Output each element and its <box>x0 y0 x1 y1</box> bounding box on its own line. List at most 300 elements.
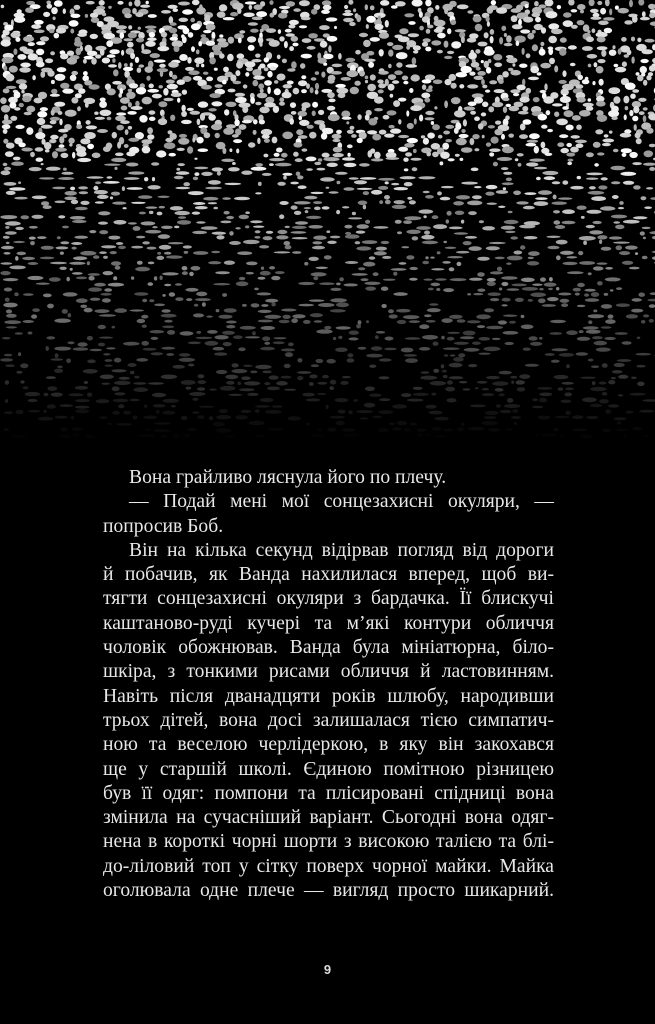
noise-speck <box>187 57 191 64</box>
noise-speck <box>142 325 147 328</box>
noise-speck <box>324 326 331 330</box>
noise-speck <box>62 89 73 94</box>
noise-speck <box>467 201 482 206</box>
chapter-text <box>103 466 554 903</box>
noise-speck <box>646 75 651 80</box>
noise-speck <box>417 429 426 432</box>
noise-speck <box>455 211 465 215</box>
noise-speck <box>80 201 89 205</box>
noise-speck <box>475 24 483 31</box>
noise-speck <box>344 5 348 9</box>
noise-speck <box>269 375 279 379</box>
noise-speck <box>443 131 450 135</box>
noise-speck <box>348 0 353 5</box>
noise-speck <box>622 261 633 265</box>
noise-speck <box>74 5 81 10</box>
noise-speck <box>206 77 213 82</box>
noise-speck <box>327 241 337 244</box>
noise-speck <box>478 123 484 129</box>
noise-speck <box>577 206 587 210</box>
noise-speck <box>154 304 165 307</box>
noise-speck <box>397 421 407 425</box>
noise-speck <box>281 153 288 158</box>
noise-speck <box>5 364 15 367</box>
noise-speck <box>176 171 190 175</box>
noise-speck <box>650 197 655 200</box>
noise-speck <box>70 187 75 191</box>
noise-speck <box>331 71 342 75</box>
noise-speck <box>185 288 198 292</box>
noise-speck <box>304 262 308 266</box>
noise-speck <box>243 240 260 244</box>
noise-speck <box>472 342 481 345</box>
noise-speck <box>105 359 113 362</box>
noise-speck <box>15 227 24 230</box>
noise-speck <box>410 158 421 161</box>
noise-speck <box>28 42 35 46</box>
noise-speck <box>292 43 298 47</box>
noise-speck <box>611 166 626 171</box>
noise-speck <box>305 210 309 213</box>
noise-speck <box>538 114 547 121</box>
noise-speck <box>521 278 535 282</box>
noise-speck <box>560 148 569 153</box>
noise-speck <box>27 276 43 280</box>
noise-speck <box>473 293 483 295</box>
noise-speck <box>229 148 232 152</box>
noise-speck <box>279 201 288 205</box>
noise-speck <box>496 190 508 194</box>
noise-speck <box>37 118 46 125</box>
noise-speck <box>395 1 406 6</box>
noise-speck <box>528 299 533 302</box>
noise-speck <box>83 71 88 76</box>
noise-speck <box>68 313 72 317</box>
noise-speck <box>5 231 17 234</box>
noise-speck <box>563 262 578 265</box>
noise-speck <box>196 7 206 15</box>
noise-speck <box>29 237 36 240</box>
noise-speck <box>541 27 546 33</box>
noise-speck <box>188 70 199 75</box>
noise-speck <box>571 9 578 12</box>
noise-speck <box>640 17 650 21</box>
noise-speck <box>236 149 239 154</box>
noise-speck <box>477 289 485 292</box>
noise-speck <box>511 381 514 384</box>
noise-speck <box>75 386 88 390</box>
noise-speck <box>123 207 127 209</box>
noise-speck <box>554 112 559 117</box>
noise-speck <box>15 125 24 129</box>
noise-speck <box>183 182 190 186</box>
noise-speck <box>160 434 167 438</box>
noise-speck <box>431 268 444 270</box>
noise-speck <box>99 251 107 254</box>
noise-speck <box>530 342 542 346</box>
noise-speck <box>116 125 124 131</box>
noise-speck <box>342 376 351 378</box>
noise-speck <box>46 336 55 339</box>
noise-speck <box>447 337 455 341</box>
text-line: каштаново-руді кучері та м’які контури обличчя <box>103 612 554 634</box>
noise-speck <box>600 206 615 210</box>
noise-speck <box>329 191 339 193</box>
noise-speck <box>314 320 323 322</box>
noise-speck <box>405 64 417 68</box>
noise-speck <box>274 88 281 95</box>
noise-speck <box>425 195 434 199</box>
noise-speck <box>227 54 234 61</box>
noise-speck <box>192 398 198 401</box>
noise-speck <box>371 158 383 161</box>
noise-speck <box>75 409 89 413</box>
noise-speck <box>577 176 581 179</box>
noise-speck <box>437 33 446 39</box>
noise-speck <box>530 66 539 73</box>
noise-speck <box>615 67 626 73</box>
noise-speck <box>547 297 559 301</box>
noise-speck <box>195 206 208 209</box>
noise-speck <box>601 247 612 251</box>
noise-speck <box>643 314 649 317</box>
noise-speck <box>350 126 355 130</box>
noise-speck <box>461 423 464 426</box>
noise-speck <box>254 288 259 291</box>
noise-speck <box>156 410 159 414</box>
noise-speck <box>233 335 243 339</box>
noise-speck <box>112 386 120 391</box>
noise-speck <box>264 67 269 71</box>
noise-speck <box>534 167 547 170</box>
noise-speck <box>584 289 596 292</box>
noise-speck <box>161 226 173 229</box>
noise-speck <box>643 435 648 438</box>
noise-speck <box>289 20 299 25</box>
noise-speck <box>154 422 171 425</box>
noise-speck <box>445 247 457 249</box>
noise-speck <box>193 251 208 255</box>
noise-speck <box>169 28 177 34</box>
noise-speck <box>36 158 44 162</box>
noise-speck <box>149 32 155 37</box>
noise-speck <box>37 236 47 239</box>
noise-speck <box>403 220 412 224</box>
noise-speck <box>633 216 647 219</box>
noise-speck <box>426 152 431 157</box>
noise-speck <box>526 143 537 147</box>
noise-speck <box>489 242 506 244</box>
noise-speck <box>28 410 40 413</box>
noise-speck <box>184 251 189 254</box>
noise-speck <box>179 358 195 362</box>
noise-speck <box>0 97 7 104</box>
noise-speck <box>134 387 149 392</box>
noise-speck <box>128 138 139 142</box>
noise-speck <box>97 195 109 199</box>
noise-speck <box>9 266 25 270</box>
noise-speck <box>627 50 632 56</box>
noise-speck <box>586 106 594 111</box>
noise-speck <box>605 409 611 414</box>
noise-speck <box>110 196 113 199</box>
noise-speck <box>112 202 126 205</box>
noise-speck <box>173 365 185 369</box>
noise-speck <box>178 138 189 145</box>
noise-speck <box>192 137 195 142</box>
noise-speck <box>608 87 620 94</box>
noise-speck <box>262 336 270 341</box>
noise-speck <box>377 79 383 83</box>
noise-speck <box>208 261 221 264</box>
tv-static-noise-image <box>0 0 655 440</box>
noise-speck <box>124 13 132 18</box>
noise-speck <box>563 12 572 17</box>
noise-speck <box>436 288 440 291</box>
noise-speck <box>576 352 588 355</box>
noise-speck <box>507 288 520 291</box>
noise-speck <box>330 416 345 419</box>
noise-speck <box>222 293 227 297</box>
noise-speck <box>564 392 572 396</box>
noise-speck <box>219 315 233 319</box>
noise-speck <box>258 277 266 280</box>
noise-speck <box>409 278 417 281</box>
noise-speck <box>338 93 346 98</box>
noise-speck <box>188 32 194 38</box>
noise-speck <box>363 191 369 195</box>
noise-speck <box>447 380 453 384</box>
noise-speck <box>71 416 74 420</box>
noise-speck <box>616 303 630 307</box>
noise-speck <box>482 421 498 425</box>
noise-speck <box>311 9 317 15</box>
noise-speck <box>34 20 44 25</box>
text-line: й побачив, як Ванда нахилилася вперед, щоб ви- <box>103 564 554 586</box>
noise-speck <box>613 242 630 244</box>
noise-speck <box>142 97 152 105</box>
noise-speck <box>47 404 56 409</box>
noise-speck <box>85 102 89 108</box>
noise-speck <box>449 315 463 319</box>
noise-speck <box>146 76 150 81</box>
noise-speck <box>45 149 50 152</box>
noise-speck <box>475 49 480 54</box>
noise-speck <box>488 125 495 128</box>
noise-speck <box>66 277 70 282</box>
noise-speck <box>317 393 326 395</box>
noise-speck <box>545 353 555 356</box>
noise-speck <box>597 152 604 155</box>
noise-speck <box>379 200 383 204</box>
noise-speck <box>168 5 178 9</box>
noise-speck <box>198 148 209 152</box>
noise-speck <box>84 80 92 85</box>
noise-speck <box>31 24 41 29</box>
noise-speck <box>67 341 74 344</box>
noise-speck <box>450 278 467 281</box>
noise-speck <box>181 105 185 112</box>
noise-speck <box>129 2 133 7</box>
noise-speck <box>464 106 476 110</box>
noise-speck <box>237 8 241 14</box>
noise-speck <box>309 257 319 261</box>
noise-speck <box>93 186 98 191</box>
noise-speck <box>299 25 307 28</box>
noise-speck <box>141 221 156 225</box>
noise-speck <box>145 41 156 47</box>
noise-speck <box>2 57 14 63</box>
noise-speck <box>284 389 296 391</box>
noise-speck <box>636 138 642 144</box>
noise-speck <box>501 282 508 286</box>
noise-speck <box>529 159 545 162</box>
noise-speck <box>461 129 465 133</box>
noise-speck <box>130 53 135 59</box>
noise-speck <box>391 268 407 271</box>
noise-speck <box>351 134 357 138</box>
noise-speck <box>19 83 27 89</box>
noise-speck <box>111 261 121 266</box>
noise-speck <box>318 158 322 161</box>
noise-speck <box>321 10 330 14</box>
noise-speck <box>538 190 552 195</box>
noise-speck <box>649 144 655 147</box>
noise-speck <box>4 182 17 186</box>
noise-speck <box>516 41 520 47</box>
noise-speck <box>586 330 601 334</box>
noise-speck <box>70 14 80 18</box>
noise-speck <box>50 51 55 55</box>
noise-speck <box>568 159 574 162</box>
noise-speck <box>423 38 431 42</box>
noise-speck <box>580 10 584 14</box>
noise-speck <box>311 364 319 367</box>
noise-speck <box>559 48 566 56</box>
text-line: Він на кілька секунд відірвав погляд від дороги <box>129 539 554 561</box>
noise-speck <box>362 240 378 244</box>
noise-speck <box>255 365 271 369</box>
noise-speck <box>180 331 194 335</box>
noise-speck <box>6 326 17 328</box>
noise-speck <box>484 32 489 38</box>
noise-speck <box>161 347 175 350</box>
noise-speck <box>21 90 24 94</box>
noise-speck <box>269 266 275 269</box>
noise-speck <box>429 303 438 306</box>
noise-speck <box>47 4 53 9</box>
noise-speck <box>9 66 18 73</box>
noise-speck <box>282 315 290 319</box>
noise-speck <box>593 142 601 148</box>
noise-speck <box>611 116 617 120</box>
noise-speck <box>6 74 15 82</box>
noise-speck <box>191 266 201 271</box>
noise-speck <box>133 415 138 419</box>
noise-speck <box>587 54 598 59</box>
noise-speck <box>608 314 614 318</box>
noise-speck <box>253 76 265 80</box>
noise-speck <box>3 236 10 239</box>
noise-speck <box>642 256 648 260</box>
noise-speck <box>148 382 164 384</box>
noise-speck <box>1 105 10 113</box>
noise-speck <box>598 185 607 189</box>
noise-speck <box>193 313 204 317</box>
noise-speck <box>629 393 646 396</box>
noise-speck <box>494 129 502 135</box>
noise-speck <box>414 118 417 124</box>
noise-speck <box>298 111 308 117</box>
noise-speck <box>632 89 639 93</box>
noise-speck <box>364 282 380 285</box>
noise-speck <box>62 309 68 314</box>
noise-speck <box>513 251 522 255</box>
noise-speck <box>341 77 351 81</box>
noise-speck <box>1 170 11 175</box>
noise-speck <box>434 28 443 33</box>
noise-speck <box>316 267 328 269</box>
noise-speck <box>536 177 541 181</box>
noise-speck <box>616 245 623 250</box>
noise-speck <box>379 398 391 401</box>
noise-speck <box>77 33 87 37</box>
noise-speck <box>43 12 50 17</box>
noise-speck <box>522 106 528 111</box>
noise-speck <box>133 382 146 385</box>
noise-speck <box>487 282 496 287</box>
noise-speck <box>107 88 116 95</box>
noise-speck <box>58 111 63 115</box>
noise-speck <box>290 182 299 185</box>
noise-speck <box>312 102 318 108</box>
noise-speck <box>95 309 110 313</box>
noise-speck <box>19 67 31 73</box>
noise-speck <box>404 168 409 171</box>
noise-speck <box>4 252 11 255</box>
noise-speck <box>463 119 467 126</box>
noise-speck <box>445 387 455 392</box>
noise-speck <box>111 192 120 196</box>
noise-speck <box>245 336 260 338</box>
noise-speck <box>261 304 268 307</box>
noise-speck <box>370 37 380 42</box>
noise-speck <box>528 251 540 256</box>
noise-speck <box>128 32 137 38</box>
noise-speck <box>568 0 574 6</box>
noise-speck <box>178 2 190 6</box>
noise-speck <box>403 315 419 319</box>
noise-speck <box>357 114 361 120</box>
noise-speck <box>639 410 654 413</box>
noise-speck <box>608 404 619 407</box>
noise-speck <box>299 0 310 6</box>
noise-speck <box>272 405 283 408</box>
noise-speck <box>457 319 466 322</box>
noise-speck <box>106 347 116 349</box>
noise-speck <box>302 148 308 151</box>
noise-speck <box>51 358 63 361</box>
noise-speck <box>274 337 287 339</box>
noise-speck <box>260 398 274 402</box>
noise-speck <box>83 59 87 64</box>
noise-speck <box>495 257 505 260</box>
noise-speck <box>393 427 402 431</box>
noise-speck <box>592 221 601 224</box>
noise-speck <box>486 326 503 329</box>
noise-speck <box>58 215 65 218</box>
noise-speck <box>113 220 126 225</box>
